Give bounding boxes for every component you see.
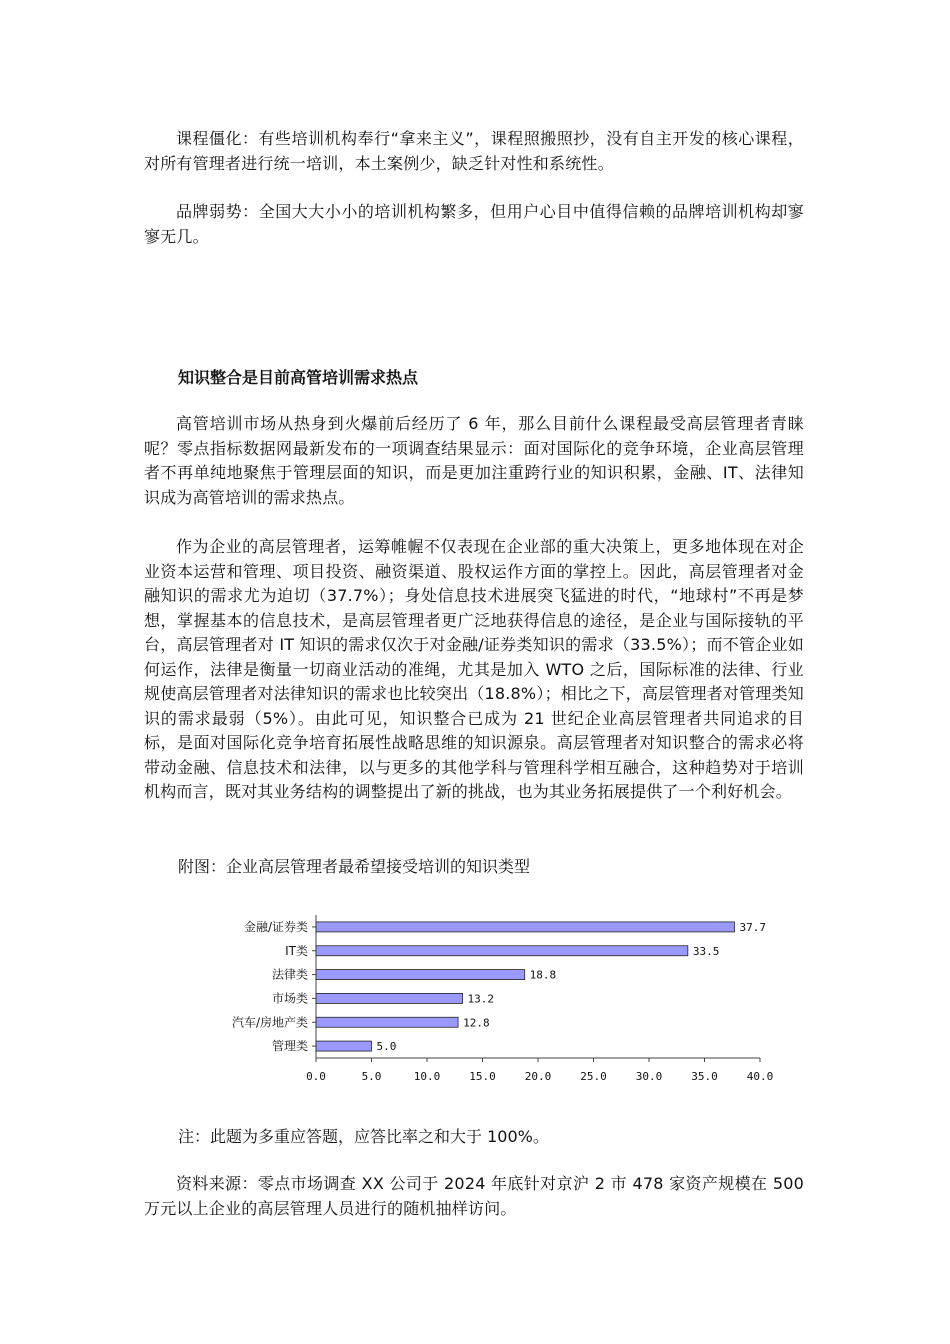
bar [316,970,525,980]
x-tick-label: 10.0 [413,1070,441,1083]
x-tick-label: 35.0 [691,1070,718,1083]
x-tick-label: 0.0 [306,1070,326,1083]
x-tick-label: 20.0 [524,1070,552,1083]
data-source: 资料来源：零点市场调查 XX 公司于 2024 年底针对京沪 2 市 478 家资产规模在 500 万元以上企业的高层管理人员进行的随机抽样访问。 [144,1174,804,1218]
value-label: 18.8 [529,968,557,982]
figure-caption: 附图：企业高层管理者最希望接受培训的知识类型 [178,857,531,876]
paragraph-market-overview: 高管培训市场从热身到火爆前后经历了 6 年，那么目前什么课程最受高层管理者青睐呢？零点指标数据网最新发布的一项调查结果显示：面对国际化的竞争环境，企业高层管理者不再单纯地聚焦于管理层面的知识，而是更加注重跨行业的知识积累，金融、IT、法律知识成为高管培训的需求热点。 [144,414,804,507]
category-label: 市场类 [271,991,308,1006]
x-tick-label: 30.0 [635,1070,663,1083]
value-label: 37.7 [739,920,766,934]
value-label: 12.8 [463,1016,490,1030]
paragraph-knowledge-integration: 作为企业的高层管理者，运筹帷幄不仅表现在企业部的重大决策上，更多地体现在对企业资本运营和管理、项目投资、融资渠道、股权运作方面的掌控上。因此，高层管理者对金融知识的需求尤为迫切（37.7%）；身处信息技术进展突飞猛进的时代，“地球村”不再是梦想，掌握基本的信息技术，是高层管理者更广泛地获得信息的途径，是企业与国际接轨的平台，高层管理者对 IT 知识的需求仅次于对金融/证券类知识的需求（33.5%）；而不管企业如何运作，法律是衡量一切商业活动的准绳，尤其是加入 WTO 之后，国际标准的法律、行业规使高层管理者对法律知识的需求也比较突出（18.8%）；相比之下，高层管理者对管理类知识的需求最弱（5%）。由此可见，知识整合已成为 21 世纪企业高层管理者共同追求的目标，是面对国际化竞争培育拓展性战略思维的知识源泉。高层管理者对知识整合的需求必将带动金融、信息技术和法律，以与更多的其他学科与管理科学相互融合，这种趋势对于培训机构而言，既对其业务结构的调整提出了新的挑战，也为其业务拓展提供了一个利好机会。 [144,537,804,801]
bar [316,1017,458,1027]
category-label: 法律类 [271,967,308,982]
x-tick-label: 5.0 [361,1070,382,1083]
value-label: 33.5 [692,944,720,958]
bar-chart-svg [200,905,800,1095]
bar [316,922,734,932]
category-label: IT类 [285,943,308,958]
value-label: 5.0 [376,1040,397,1054]
paragraph-brand-weakness: 品牌弱势：全国大大小小的培训机构繁多，但用户心目中值得信赖的品牌培训机构却寥寥无几。 [144,202,804,246]
bar-chart [200,905,800,1095]
category-label: 汽车/房地产类 [231,1015,308,1030]
x-tick-label: 40.0 [746,1070,774,1083]
value-label: 13.2 [467,992,495,1006]
bar [316,993,463,1003]
bar [316,946,688,956]
x-tick-label: 15.0 [469,1070,496,1083]
category-label: 管理类 [271,1039,308,1054]
paragraph-course-rigidity: 课程僵化：有些培训机构奉行“拿来主义”，课程照搬照抄，没有自主开发的核心课程，对所有管理者进行统一培训，本土案例少，缺乏针对性和系统性。 [144,129,804,173]
bar [316,1041,372,1051]
x-tick-label: 25.0 [580,1070,607,1083]
category-label: 金融/证券类 [243,919,308,934]
chart-note: 注：此题为多重应答题，应答比率之和大于 100%。 [178,1127,549,1146]
section-heading: 知识整合是目前高管培训需求热点 [178,368,419,387]
